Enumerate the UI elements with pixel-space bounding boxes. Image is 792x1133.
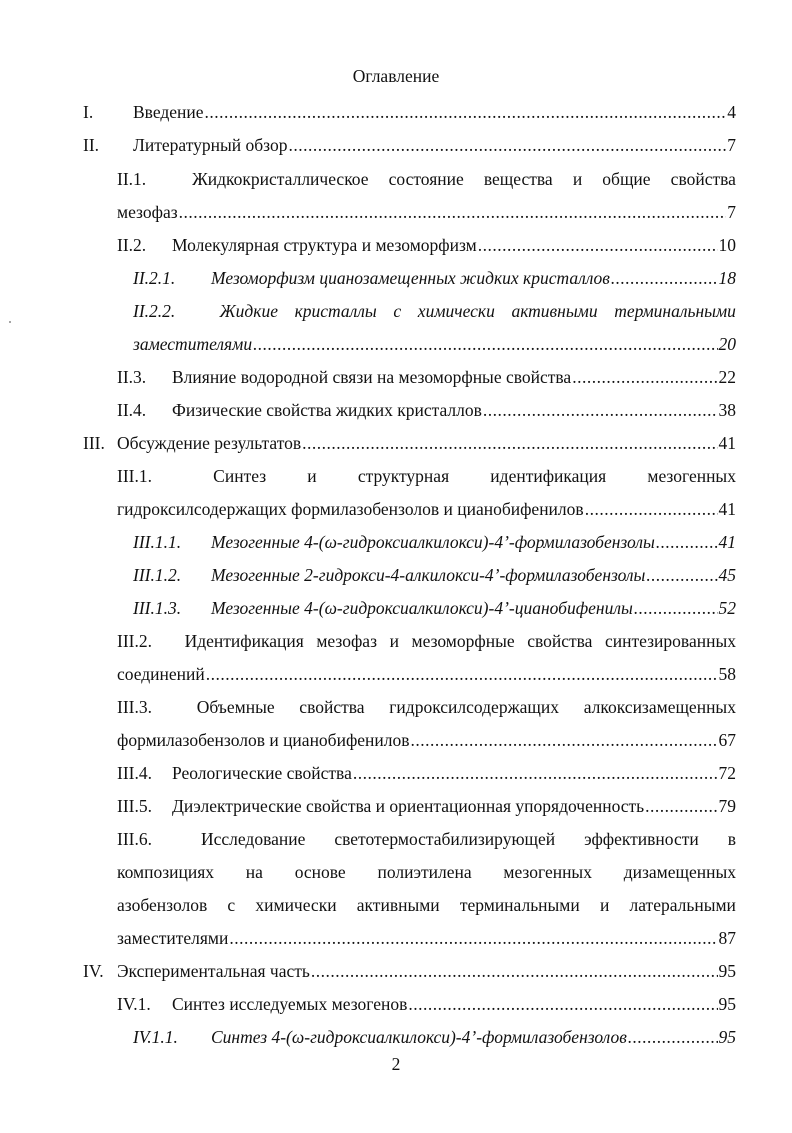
toc-entry-title: Реологические свойства <box>172 763 352 783</box>
toc-leader-dots <box>634 596 718 620</box>
toc-entry-title: Мезогенные 4-(ω-гидроксиалкилокси)-4’-формилазобензолы <box>211 532 655 552</box>
toc-entry-number: IV.1.1. <box>133 1027 178 1047</box>
toc-entry-lc-state-cont[interactable] <box>117 200 736 224</box>
toc-entry-word: светотермостабилизирующей <box>334 829 556 849</box>
toc-entry-word: Исследование <box>200 829 306 849</box>
toc-entry-word: структурная <box>357 466 450 486</box>
toc-entry-word: и <box>307 466 317 486</box>
toc-entry-word: с <box>227 895 236 915</box>
toc-entry-word: Объемные <box>196 697 275 717</box>
toc-leader-dots <box>408 992 717 1016</box>
toc-entry-word: алкоксизамещенных <box>583 697 736 717</box>
toc-entry-number: III.1.2. <box>133 565 182 585</box>
toc-entry-word: вещества <box>483 169 553 189</box>
toc-entry-title: Синтез исследуемых мезогенов <box>172 994 408 1014</box>
toc-entry-bulk-properties-cont[interactable] <box>117 728 736 752</box>
toc-entry-title: Диэлектрические свойства и ориентационная упорядоченность <box>172 796 645 816</box>
toc-entry-formylazobenzene-synthesis[interactable] <box>133 1025 736 1049</box>
toc-entry-page: 7 <box>727 202 736 222</box>
toc-leader-dots <box>229 926 717 950</box>
toc-entry-hydroxy-alkyloxy-formylazobenzenes[interactable] <box>133 563 736 587</box>
toc-entry-experimental[interactable] <box>83 959 736 983</box>
toc-entry-word: мезогенных <box>503 862 592 882</box>
toc-entry-word: химически <box>417 301 495 321</box>
toc-entry-number: IV.1. <box>117 994 151 1014</box>
toc-entry-synthesis-identification-cont[interactable] <box>117 497 736 521</box>
toc-leader-dots <box>656 530 718 554</box>
toc-entry-word: полиэтилена <box>377 862 472 882</box>
toc-entry-number: II.1. <box>117 169 147 189</box>
toc-leader-dots <box>302 431 717 455</box>
toc-entry-photothermostabilizing[interactable] <box>117 827 736 851</box>
toc-entry-word: свойства <box>299 697 365 717</box>
toc-entry-page: 22 <box>718 367 736 387</box>
toc-entry-word: активными <box>356 895 440 915</box>
toc-entry-word: Жидкие <box>219 301 278 321</box>
toc-title: Оглавление <box>352 66 440 86</box>
toc-leader-dots <box>483 398 718 422</box>
toc-entry-word: свойства <box>527 631 593 651</box>
toc-entry-lc-state[interactable] <box>117 167 736 191</box>
toc-entry-title: Синтез 4-(ω-гидроксиалкилокси)-4’-формилазобензолов <box>211 1027 627 1047</box>
toc-entry-number: II. <box>83 135 100 155</box>
toc-leader-dots <box>478 233 718 257</box>
toc-leader-dots <box>411 728 718 752</box>
toc-entry-word: в <box>727 829 736 849</box>
toc-leader-dots <box>585 497 718 521</box>
toc-entry-word: и <box>599 895 610 915</box>
toc-leader-dots <box>311 959 718 983</box>
toc-entry-page: 4 <box>727 102 736 122</box>
toc-entry-rheology[interactable] <box>117 761 736 785</box>
toc-entry-title-cont: заместителями <box>133 334 253 354</box>
toc-entry-page: 10 <box>718 235 736 255</box>
toc-entry-word: Жидкокристаллическое <box>192 169 369 189</box>
toc-entry-word: общие <box>602 169 651 189</box>
toc-entry-page: 58 <box>718 664 736 684</box>
toc-leader-dots <box>353 761 718 785</box>
toc-entry-word: гидроксилсодержащих <box>389 697 560 717</box>
page-number: 2 <box>391 1054 401 1074</box>
toc-entry-word: эффективности <box>584 829 699 849</box>
toc-entry-mesophase-identification[interactable] <box>117 629 736 653</box>
toc-entry-number: II.4. <box>117 400 147 420</box>
toc-entry-page: 79 <box>718 796 736 816</box>
toc-entry-title: Введение <box>133 102 204 122</box>
toc-entry-bulk-properties[interactable] <box>117 695 736 719</box>
toc-entry-page: 41 <box>718 433 736 453</box>
toc-entry-photothermostabilizing-cont[interactable] <box>117 926 736 950</box>
toc-entry-word: и <box>389 631 399 651</box>
toc-entry-number: III.5. <box>117 796 152 816</box>
toc-entry-word: латеральными <box>629 895 736 915</box>
toc-entry-word: свойства <box>670 169 736 189</box>
toc-entry-cyano-mesomorphism[interactable] <box>133 266 736 290</box>
toc-entry-mesophase-identification-cont[interactable] <box>117 662 736 686</box>
toc-entry-page: 72 <box>718 763 736 783</box>
toc-entry-title: Обсуждение результатов <box>117 433 302 453</box>
toc-entry-number: I. <box>83 102 94 122</box>
toc-leader-dots <box>288 133 726 157</box>
toc-entry-word: на <box>245 862 263 882</box>
toc-entry-number: II.3. <box>117 367 147 387</box>
toc-entry-title-cont: мезофаз <box>117 202 178 222</box>
toc-entry-word: композициях <box>117 862 215 882</box>
toc-entry-number: III.1.1. <box>133 532 182 552</box>
toc-entry-word: и <box>572 169 583 189</box>
toc-entry-title-cont: гидроксилсодержащих формилазобензолов и цианобифенилов <box>117 499 584 519</box>
toc-entry-page: 95 <box>718 994 736 1014</box>
toc-entry-introduction[interactable] <box>83 100 736 124</box>
toc-entry-page: 38 <box>718 400 736 420</box>
toc-entry-word: азобензолов <box>117 895 208 915</box>
toc-entry-number: III.3. <box>117 697 152 717</box>
toc-entry-number: III. <box>83 433 105 453</box>
toc-entry-number: III.6. <box>117 829 152 849</box>
scan-speck <box>9 321 11 323</box>
toc-entry-reactive-terminal[interactable] <box>133 299 736 323</box>
toc-entry-title: Физические свойства жидких кристаллов <box>172 400 482 420</box>
toc-entry-page: 41 <box>718 532 736 552</box>
toc-entry-page: 20 <box>718 334 736 354</box>
toc-entry-page: 67 <box>718 730 736 750</box>
toc-entry-word: терминальными <box>614 301 736 321</box>
toc-entry-word: терминальными <box>459 895 580 915</box>
toc-entry-literature-review[interactable] <box>83 133 736 157</box>
toc-entry-title-cont: заместителями <box>117 928 229 948</box>
toc-entry-word: химически <box>255 895 337 915</box>
toc-entry-page: 18 <box>718 268 736 288</box>
toc-entry-number: III.1. <box>117 466 152 486</box>
toc-entry-word: состояние <box>388 169 464 189</box>
toc-entry-page: 45 <box>718 565 736 585</box>
toc-entry-page: 87 <box>718 928 736 948</box>
toc-entry-number: IV. <box>83 961 104 981</box>
toc-entry-word: Идентификация <box>184 631 304 651</box>
toc-entry-results-discussion[interactable] <box>83 431 736 455</box>
toc-entry-word: мезогенных <box>647 466 736 486</box>
toc-entry-title: Влияние водородной связи на мезоморфные свойства <box>172 367 572 387</box>
toc-entry-word: мезофаз <box>316 631 377 651</box>
toc-entry-formylazobenzenes[interactable] <box>133 530 736 554</box>
toc-entry-word: Синтез <box>213 466 267 486</box>
toc-leader-dots <box>628 1025 718 1049</box>
toc-entry-word: активными <box>511 301 598 321</box>
toc-entry-title: Мезоморфизм цианозамещенных жидких кристаллов <box>211 268 610 288</box>
toc-entry-title: Молекулярная структура и мезоморфизм <box>172 235 477 255</box>
toc-leader-dots <box>179 200 727 224</box>
toc-entry-title-cont: формилазобензолов и цианобифенилов <box>117 730 410 750</box>
toc-entry-title: Экспериментальная часть <box>117 961 310 981</box>
toc-entry-title: Мезогенные 2-гидрокси-4-алкилокси-4’-формилазобензолы <box>211 565 646 585</box>
toc-entry-hydrogen-bond[interactable] <box>117 365 736 389</box>
toc-entry-reactive-terminal-cont[interactable] <box>133 332 736 356</box>
toc-leader-dots <box>611 266 718 290</box>
toc-entry-number: III.2. <box>117 631 152 651</box>
toc-entry-photothermostabilizing-line3[interactable] <box>117 893 736 917</box>
toc-entry-title-cont: соединений <box>117 664 205 684</box>
toc-entry-page: 95 <box>718 961 736 981</box>
toc-entry-dielectric[interactable] <box>117 794 736 818</box>
toc-entry-number: II.2.2. <box>133 301 176 321</box>
toc-entry-number: III.1.3. <box>133 598 182 618</box>
toc-entry-synthesis-identification[interactable] <box>117 464 736 488</box>
toc-entry-page: 7 <box>727 135 736 155</box>
toc-entry-number: III.4. <box>117 763 152 783</box>
toc-entry-word: мезоморфные <box>411 631 515 651</box>
toc-entry-word: с <box>393 301 402 321</box>
toc-leader-dots <box>646 563 717 587</box>
toc-leader-dots <box>253 332 717 356</box>
toc-entry-molecular-structure[interactable] <box>117 233 736 257</box>
toc-leader-dots <box>645 794 717 818</box>
toc-entry-page: 41 <box>718 499 736 519</box>
toc-entry-mesogen-synthesis[interactable] <box>117 992 736 1016</box>
toc-entry-page: 95 <box>718 1027 736 1047</box>
toc-entry-photothermostabilizing-line2[interactable] <box>117 860 736 884</box>
toc-entry-word: дизамещенных <box>623 862 736 882</box>
toc-entry-number: II.2. <box>117 235 147 255</box>
toc-entry-word: кристаллы <box>294 301 377 321</box>
toc-entry-number: II.2.1. <box>133 268 176 288</box>
toc-entry-cyanobiphenyls[interactable] <box>133 596 736 620</box>
toc-entry-word: идентификация <box>490 466 607 486</box>
toc-entry-physical-properties[interactable] <box>117 398 736 422</box>
toc-entry-title: Литературный обзор <box>133 135 288 155</box>
toc-leader-dots <box>205 100 727 124</box>
toc-entry-page: 52 <box>718 598 736 618</box>
toc-entry-word: синтезированных <box>605 631 736 651</box>
toc-entry-word: основе <box>294 862 346 882</box>
toc-entry-title: Мезогенные 4-(ω-гидроксиалкилокси)-4’-цианобифенилы <box>211 598 633 618</box>
toc-leader-dots <box>572 365 717 389</box>
toc-leader-dots <box>206 662 718 686</box>
